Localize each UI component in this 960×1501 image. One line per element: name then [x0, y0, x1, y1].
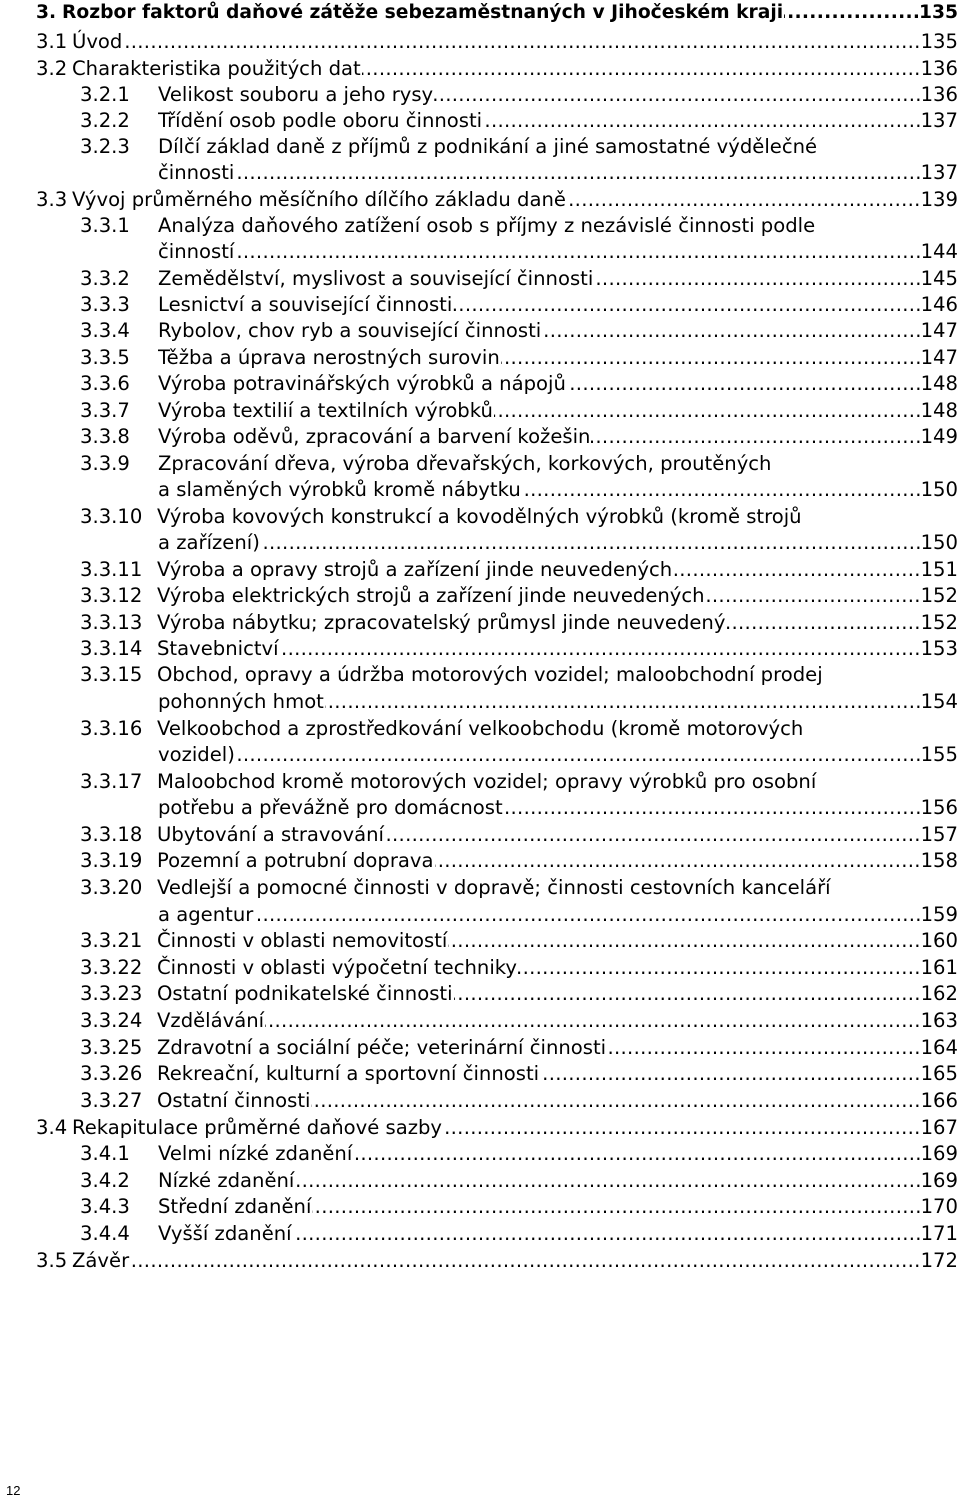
toc-entry-page: 158	[920, 849, 958, 872]
toc-entry-number: 3.3.11	[80, 558, 143, 581]
toc-entry[interactable]	[0, 398, 958, 424]
toc-entry-number: 3.3.1	[80, 214, 130, 237]
toc-entry-page: 169	[920, 1142, 958, 1165]
toc-entry-title: Zdravotní a sociální péče; veterinární činnosti	[157, 1036, 607, 1059]
toc-entry[interactable]	[0, 902, 958, 928]
toc-entry-title: Rozbor faktorů daňové zátěže sebezaměstnaných v Jihočeském kraji	[62, 2, 784, 23]
toc-entry[interactable]	[0, 955, 958, 981]
toc-entry-title: Ubytování a stravování	[157, 823, 384, 846]
toc-entry-title: Těžba a úprava nerostných surovin	[158, 346, 500, 369]
toc-entry-page: 146	[920, 293, 958, 316]
toc-entry[interactable]	[0, 266, 958, 292]
toc-entry-page: 136	[920, 57, 958, 80]
toc-entry-title: Velikost souboru a jeho rysy	[158, 83, 434, 106]
toc-entry-title: Vývoj průměrného měsíčního dílčího základu daně	[72, 188, 566, 211]
toc-entry-title: Rekreační, kulturní a sportovní činnosti	[157, 1062, 540, 1085]
toc-entry-number: 3.3.13	[80, 611, 143, 634]
toc-entry-page: 149	[920, 425, 958, 448]
toc-entry-page: 162	[920, 982, 958, 1005]
toc-entry-number: 3.3.24	[80, 1009, 143, 1032]
toc-entry-page: 136	[920, 83, 958, 106]
toc-entry[interactable]	[0, 928, 958, 954]
toc-entry[interactable]	[0, 1061, 958, 1087]
toc-entry-title: Pozemní a potrubní doprava	[157, 849, 434, 872]
toc-entry-page: 151	[920, 558, 958, 581]
toc-entry[interactable]	[0, 29, 958, 55]
toc-entry-number: 3.3.15	[80, 663, 143, 686]
toc-entry-page: 137	[920, 161, 958, 184]
toc-entry-number: 3.3	[36, 188, 68, 211]
toc-entry-number: 3.3.25	[80, 1036, 143, 1059]
toc-entry-page: 163	[920, 1009, 958, 1032]
toc-entry-number: 3.1	[36, 30, 68, 53]
toc-entry-page: 170	[920, 1195, 958, 1218]
toc-entry[interactable]	[0, 1115, 958, 1141]
toc-entry-title: Úvod	[72, 30, 123, 53]
toc-entry-page: 167	[920, 1116, 958, 1139]
toc-entry-number: 3.3.20	[80, 876, 143, 899]
toc-entry[interactable]	[0, 1194, 958, 1220]
toc-entry[interactable]	[0, 557, 958, 583]
toc-entry-title: Nízké zdanění	[158, 1169, 295, 1192]
toc-entry[interactable]	[0, 1088, 958, 1114]
toc-entry-page: 147	[920, 319, 958, 342]
toc-entry-page: 150	[920, 531, 958, 554]
toc-entry-title: Rybolov, chov ryb a související činnosti	[158, 319, 542, 342]
toc-entry-title: Třídění osob podle oboru činnosti	[158, 109, 483, 132]
toc-entry-number: 3.	[36, 2, 57, 23]
toc-entry-number: 3.3.10	[80, 505, 143, 528]
toc-entry[interactable]	[0, 424, 958, 450]
toc-entry-page: 156	[920, 796, 958, 819]
toc-entry[interactable]	[0, 583, 958, 609]
toc-entry-title: potřebu a převážně pro domácnost	[158, 796, 503, 819]
toc-entry-title: Dílčí základ daně z příjmů z podnikání a jiné samostatné výdělečné	[158, 135, 818, 158]
toc-entry-page: 144	[920, 240, 958, 263]
toc-entry-number: 3.3.12	[80, 584, 143, 607]
toc-entry-title: vozidel)	[158, 743, 235, 766]
toc-entry-title: Rekapitulace průměrné daňové sazby	[72, 1116, 443, 1139]
toc-entry-number: 3.3.22	[80, 956, 143, 979]
toc-entry-title: Výroba oděvů, zpracování a barvení kožešin	[158, 425, 591, 448]
toc-entry-number: 3.3.18	[80, 823, 143, 846]
toc-entry[interactable]	[0, 1168, 958, 1194]
toc-entry-title: Výroba potravinářských výrobků a nápojů	[158, 372, 566, 395]
toc-entry[interactable]	[0, 160, 958, 186]
toc-entry[interactable]	[0, 769, 958, 795]
page-number: 12	[6, 1483, 21, 1498]
toc-entry-title: Lesnictví a související činnosti	[158, 293, 453, 316]
toc-entry-number: 3.3.27	[80, 1089, 143, 1112]
toc-entry[interactable]	[0, 0, 958, 26]
toc-entry[interactable]	[0, 742, 958, 768]
toc-entry-number: 3.3.17	[80, 770, 143, 793]
toc-entry-page: 152	[920, 584, 958, 607]
toc-entry-number: 3.3.26	[80, 1062, 143, 1085]
toc-entry-page: 137	[920, 109, 958, 132]
toc-entry[interactable]	[0, 318, 958, 344]
toc-entry[interactable]	[0, 108, 958, 134]
toc-entry-page: 157	[920, 823, 958, 846]
toc-entry-page: 166	[920, 1089, 958, 1112]
toc-entry-number: 3.3.6	[80, 372, 130, 395]
toc-entry[interactable]	[0, 82, 958, 108]
toc-entry-number: 3.3.9	[80, 452, 130, 475]
toc-entry[interactable]	[0, 636, 958, 662]
toc-entry-page: 152	[920, 611, 958, 634]
toc-entry-number: 3.3.5	[80, 346, 130, 369]
toc-entry-title: Činnosti v oblasti nemovitostí	[157, 929, 448, 952]
toc-entry-number: 3.4.4	[80, 1222, 130, 1245]
toc-entry[interactable]	[0, 504, 958, 530]
toc-entry[interactable]	[0, 477, 958, 503]
toc-entry[interactable]	[0, 716, 958, 742]
toc-entry[interactable]	[0, 1035, 958, 1061]
toc-entry-page: 148	[920, 399, 958, 422]
toc-entry[interactable]	[0, 451, 958, 477]
toc-entry-title: a slaměných výrobků kromě nábytku	[158, 478, 521, 501]
toc-entry-title: Obchod, opravy a údržba motorových vozidel; maloobchodní prodej	[157, 663, 823, 686]
toc-entry-title: Výroba a opravy strojů a zařízení jinde neuvedených	[157, 558, 673, 581]
toc-entry-title: Vzdělávání	[157, 1009, 265, 1032]
toc-entry-number: 3.5	[36, 1249, 68, 1272]
toc-entry-page: 160	[920, 929, 958, 952]
toc-entry-title: Velkoobchod a zprostředkování velkoobchodu (kromě motorových	[157, 717, 804, 740]
toc-entry-title: Maloobchod kromě motorových vozidel; opravy výrobků pro osobní	[157, 770, 817, 793]
toc-entry-title: Střední zdanění	[158, 1195, 312, 1218]
toc-entry-title: Charakteristika použitých dat	[72, 57, 361, 80]
toc-entry-number: 3.3.7	[80, 399, 130, 422]
toc-entry-page: 164	[920, 1036, 958, 1059]
toc-entry-title: Závěr	[72, 1249, 130, 1272]
toc-entry[interactable]	[0, 1141, 958, 1167]
toc-entry-number: 3.4	[36, 1116, 68, 1139]
toc-entry-title: Výroba textilií a textilních výrobků	[158, 399, 493, 422]
toc-entry[interactable]	[0, 134, 958, 160]
toc-entry-number: 3.2	[36, 57, 68, 80]
toc-entry[interactable]	[0, 981, 958, 1007]
toc-entry-number: 3.3.8	[80, 425, 130, 448]
toc-entry-number: 3.3.3	[80, 293, 130, 316]
toc-entry-number: 3.3.14	[80, 637, 143, 660]
toc-entry-number: 3.4.3	[80, 1195, 130, 1218]
toc-entry-title: Vedlejší a pomocné činnosti v dopravě; činnosti cestovních kanceláří	[157, 876, 831, 899]
toc-entry[interactable]	[0, 610, 958, 636]
toc-entry-title: Výroba nábytku; zpracovatelský průmysl jinde neuvedený	[157, 611, 726, 634]
toc-entry-page: 155	[920, 743, 958, 766]
toc-entry-page: 159	[920, 903, 958, 926]
toc-entry-page: 165	[920, 1062, 958, 1085]
toc-entry-number: 3.4.2	[80, 1169, 130, 1192]
toc-entry[interactable]	[0, 530, 958, 556]
toc-entry-number: 3.3.19	[80, 849, 143, 872]
toc-entry-page: 150	[920, 478, 958, 501]
toc-entry[interactable]	[0, 689, 958, 715]
toc-entry[interactable]	[0, 239, 958, 265]
toc-entry[interactable]	[0, 292, 958, 318]
toc-entry-title: Výroba elektrických strojů a zařízení jinde neuvedených	[157, 584, 705, 607]
toc-entry-title: činnosti	[158, 161, 235, 184]
toc-entry-page: 171	[920, 1222, 958, 1245]
toc-entry[interactable]	[0, 1008, 958, 1034]
toc-entry-title: Ostatní činnosti	[157, 1089, 311, 1112]
toc-entry-title: a zařízení)	[158, 531, 260, 554]
toc-entry-page: 153	[920, 637, 958, 660]
toc-entry[interactable]	[0, 345, 958, 371]
toc-entry[interactable]	[0, 1248, 958, 1274]
toc-entry-page: 145	[920, 267, 958, 290]
toc-entry-title: činností	[158, 240, 235, 263]
toc-entry-number: 3.3.2	[80, 267, 130, 290]
toc-entry-title: Činnosti v oblasti výpočetní techniky	[157, 956, 518, 979]
toc-entry-title: a agentur	[158, 903, 254, 926]
toc-entry-title: Velmi nízké zdanění	[158, 1142, 353, 1165]
toc-entry-page: 147	[920, 346, 958, 369]
toc-entry-page: 148	[920, 372, 958, 395]
toc-entry-page: 154	[920, 690, 958, 713]
toc-entry-number: 3.3.23	[80, 982, 143, 1005]
toc-entry[interactable]	[0, 875, 958, 901]
toc-entry-page: 169	[920, 1169, 958, 1192]
toc-entry-page: 135	[920, 30, 958, 53]
toc-entry-number: 3.2.3	[80, 135, 130, 158]
toc-entry-number: 3.2.1	[80, 83, 130, 106]
toc-entry-page: 161	[920, 956, 958, 979]
toc-entry[interactable]	[0, 187, 958, 213]
toc-entry[interactable]	[0, 822, 958, 848]
toc-entry-page: 172	[920, 1249, 958, 1272]
toc-entry-page: 135	[918, 0, 958, 26]
toc-entry-title: pohonných hmot	[158, 690, 324, 713]
toc-entry-title: Analýza daňového zatížení osob s příjmy z nezávislé činnosti podle	[158, 214, 816, 237]
toc-entry-page: 139	[920, 188, 958, 211]
toc-entry[interactable]	[0, 795, 958, 821]
toc-entry-title: Vyšší zdanění	[158, 1222, 292, 1245]
toc-entry[interactable]	[0, 213, 958, 239]
toc-entry-number: 3.3.21	[80, 929, 143, 952]
toc-entry-number: 3.3.16	[80, 717, 143, 740]
toc-entry-title: Výroba kovových konstrukcí a kovodělných výrobků (kromě strojů	[157, 505, 802, 528]
toc-entry-title: Zemědělství, myslivost a související činnosti	[158, 267, 594, 290]
toc-entry[interactable]	[0, 56, 958, 82]
toc-entry-number: 3.4.1	[80, 1142, 130, 1165]
toc-entry-title: Stavebnictví	[157, 637, 279, 660]
toc-entry-title: Ostatní podnikatelské činnosti	[157, 982, 453, 1005]
toc-entry[interactable]	[0, 848, 958, 874]
toc-entry-title: Zpracování dřeva, výroba dřevařských, korkových, proutěných	[158, 452, 772, 475]
toc-entry-number: 3.3.4	[80, 319, 130, 342]
toc-entry-number: 3.2.2	[80, 109, 130, 132]
toc-entry[interactable]	[0, 1221, 958, 1247]
toc-entry[interactable]	[0, 371, 958, 397]
toc-entry[interactable]	[0, 662, 958, 688]
